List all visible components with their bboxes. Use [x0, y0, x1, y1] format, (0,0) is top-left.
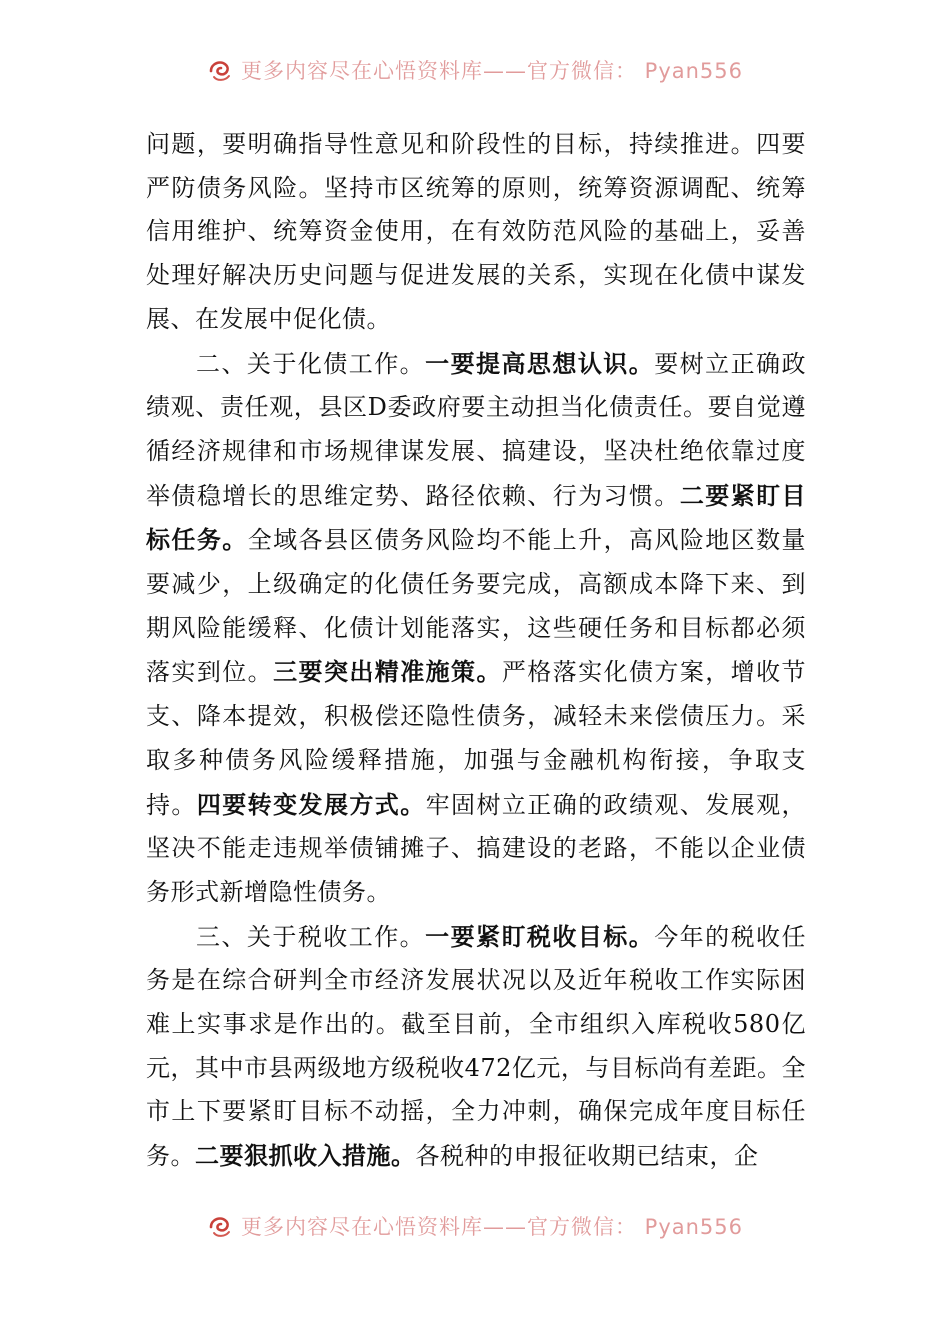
- text-run: 今年的税收任务是在综合研判全市经济发展状况以及近年税收工作实际困难上实事求是作出的。截至目前，全市组织入库税收580亿元，其中市县两级地方级税收472亿元，与目标尚有差距。全市上下要紧盯目标不动摇，全力冲刺，确保完成年度目标任务。: [146, 922, 807, 1171]
- paragraph-3: [146, 915, 806, 1179]
- text-run: 问题，要明确指导性意见和阶段性的目标，持续推进。四要严防债务风险。坚持市区统筹的原则，统筹资源调配、统筹信用维护、统筹资金使用，在有效防范风险的基础上，妥善处理好解决历史问题与促进发展的关系，实现在化债中谋发展、在发展中促化债。: [146, 130, 806, 333]
- swirl-logo-icon: [207, 57, 233, 83]
- swirl-logo-icon: [207, 1213, 233, 1239]
- paragraph-2: [146, 342, 806, 915]
- text-run: 要树立正确政绩观、责任观，县区D委政府要主动担当化债责任。要自觉遵循经济规律和市场规律谋发展、搞建设，坚决杜绝依靠过度举债稳增长的思维定势、路径依赖、行为习惯。: [146, 349, 807, 510]
- bold-point: 一要提高思想认识。: [425, 348, 655, 378]
- paragraph-1: [146, 123, 806, 342]
- text-run: 各税种的申报征收期已结束，企: [415, 1142, 759, 1171]
- text-run: 全域各县区债务风险均不能上升，高风险地区数量要减少，上级确定的化债任务要完成，高额成本降下来、到期风险能缓释、化债计划能落实，这些硬任务和目标都必须落实到位。: [146, 526, 807, 687]
- bold-point: 二要紧盯目标任务。: [146, 480, 807, 555]
- bold-point: 三要突出精准施策。: [273, 657, 502, 687]
- bold-point: 四要转变发展方式。: [196, 789, 426, 819]
- watermark-text: 更多内容尽在心悟资料库——官方微信： Pyan556: [240, 1215, 744, 1239]
- section-heading: 三、关于税收工作。: [196, 922, 426, 951]
- bold-point: 二要狠抓收入措施。: [195, 1141, 416, 1171]
- watermark-text: 更多内容尽在心悟资料库——官方微信： Pyan556: [240, 59, 744, 83]
- text-run: 严格落实化债方案，增收节支、降本提效，积极偿还隐性债务，减轻未来偿债压力。采取多种债务风险缓释措施，加强与金融机构衔接，争取支持。: [146, 658, 807, 819]
- header-watermark: [0, 52, 950, 88]
- document-body: [146, 123, 806, 1179]
- section-heading: 二、关于化债工作。: [196, 349, 426, 378]
- bold-point: 一要紧盯税收目标。: [425, 921, 655, 951]
- text-run: 牢固树立正确的政绩观、发展观，坚决不能走违规举债铺摊子、搞建设的老路，不能以企业债务形式新增隐性债务。: [146, 790, 807, 906]
- footer-watermark: [0, 1208, 950, 1244]
